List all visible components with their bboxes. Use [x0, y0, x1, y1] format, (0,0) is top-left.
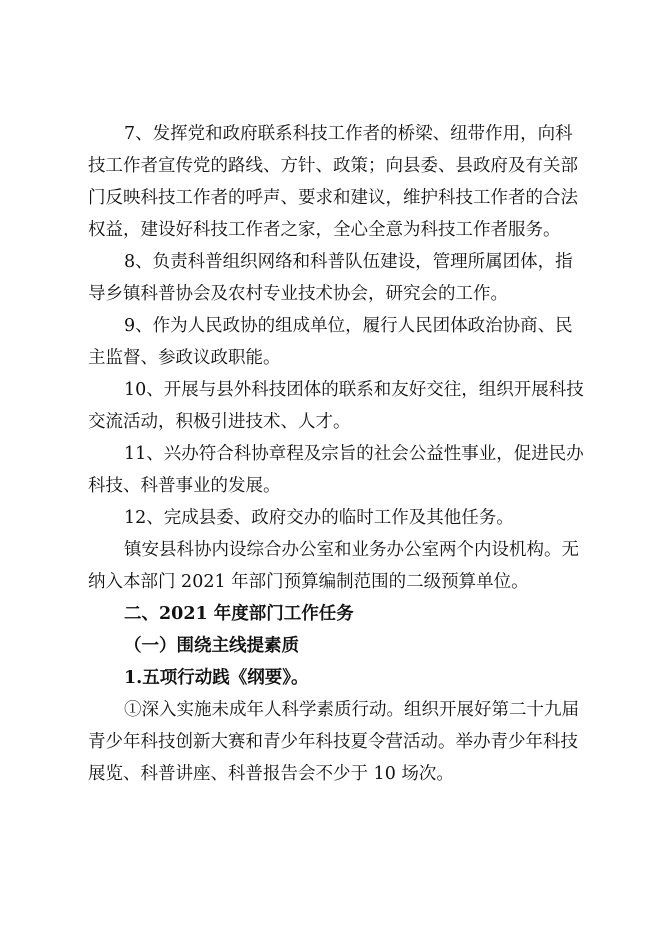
- subsection-heading: （一）围绕主线提素质: [124, 636, 299, 656]
- final-paragraph-line-3: 展览、科普讲座、科普报告会不少于 10 场次。: [88, 764, 454, 784]
- paragraph-7-line-3: 门反映科技工作者的呼声、要求和建议，维护科技工作者的合法: [88, 188, 578, 208]
- paragraph-7-line-4: 权益，建设好科技工作者之家，全心全意为科技工作者服务。: [88, 220, 561, 240]
- final-paragraph-line-1: ①深入实施未成年人科学素质行动。组织开展好第二十九届: [124, 700, 579, 720]
- paragraph-11-line-1: 11、兴办符合科协章程及宗旨的社会公益性事业，促进民办: [124, 444, 584, 464]
- structure-paragraph-line-1: 镇安县科协内设综合办公室和业务办公室两个内设机构。无: [124, 540, 579, 560]
- item-heading: 1.五项行动践《纲要》。: [124, 668, 309, 688]
- section-heading: 二、2021 年度部门工作任务: [124, 604, 354, 624]
- paragraph-7-line-2: 技工作者宣传党的路线、方针、政策；向县委、县政府及有关部: [88, 156, 578, 176]
- paragraph-10-line-1: 10、开展与县外科技团体的联系和友好交往，组织开展科技: [124, 380, 584, 400]
- paragraph-9-line-1: 9、作为人民政协的组成单位，履行人民团体政治协商、民: [124, 316, 573, 336]
- paragraph-9-line-2: 主监督、参政议政职能。: [88, 348, 281, 368]
- paragraph-10-line-2: 交流活动，积极引进技术、人才。: [88, 412, 351, 432]
- structure-paragraph-line-2: 纳入本部门 2021 年部门预算编制范围的二级预算单位。: [88, 572, 529, 592]
- paragraph-12-line-1: 12、完成县委、政府交办的临时工作及其他任务。: [124, 508, 514, 528]
- paragraph-8-line-1: 8、负责科普组织网络和科普队伍建设，管理所属团体，指: [124, 252, 573, 272]
- paragraph-7-line-1: 7、发挥党和政府联系科技工作者的桥梁、纽带作用，向科: [124, 124, 573, 144]
- paragraph-8-line-2: 导乡镇科普协会及农村专业技术协会，研究会的工作。: [88, 284, 508, 304]
- final-paragraph-line-2: 青少年科技创新大赛和青少年科技夏令营活动。举办青少年科技: [88, 732, 578, 752]
- paragraph-11-line-2: 科技、科普事业的发展。: [88, 476, 281, 496]
